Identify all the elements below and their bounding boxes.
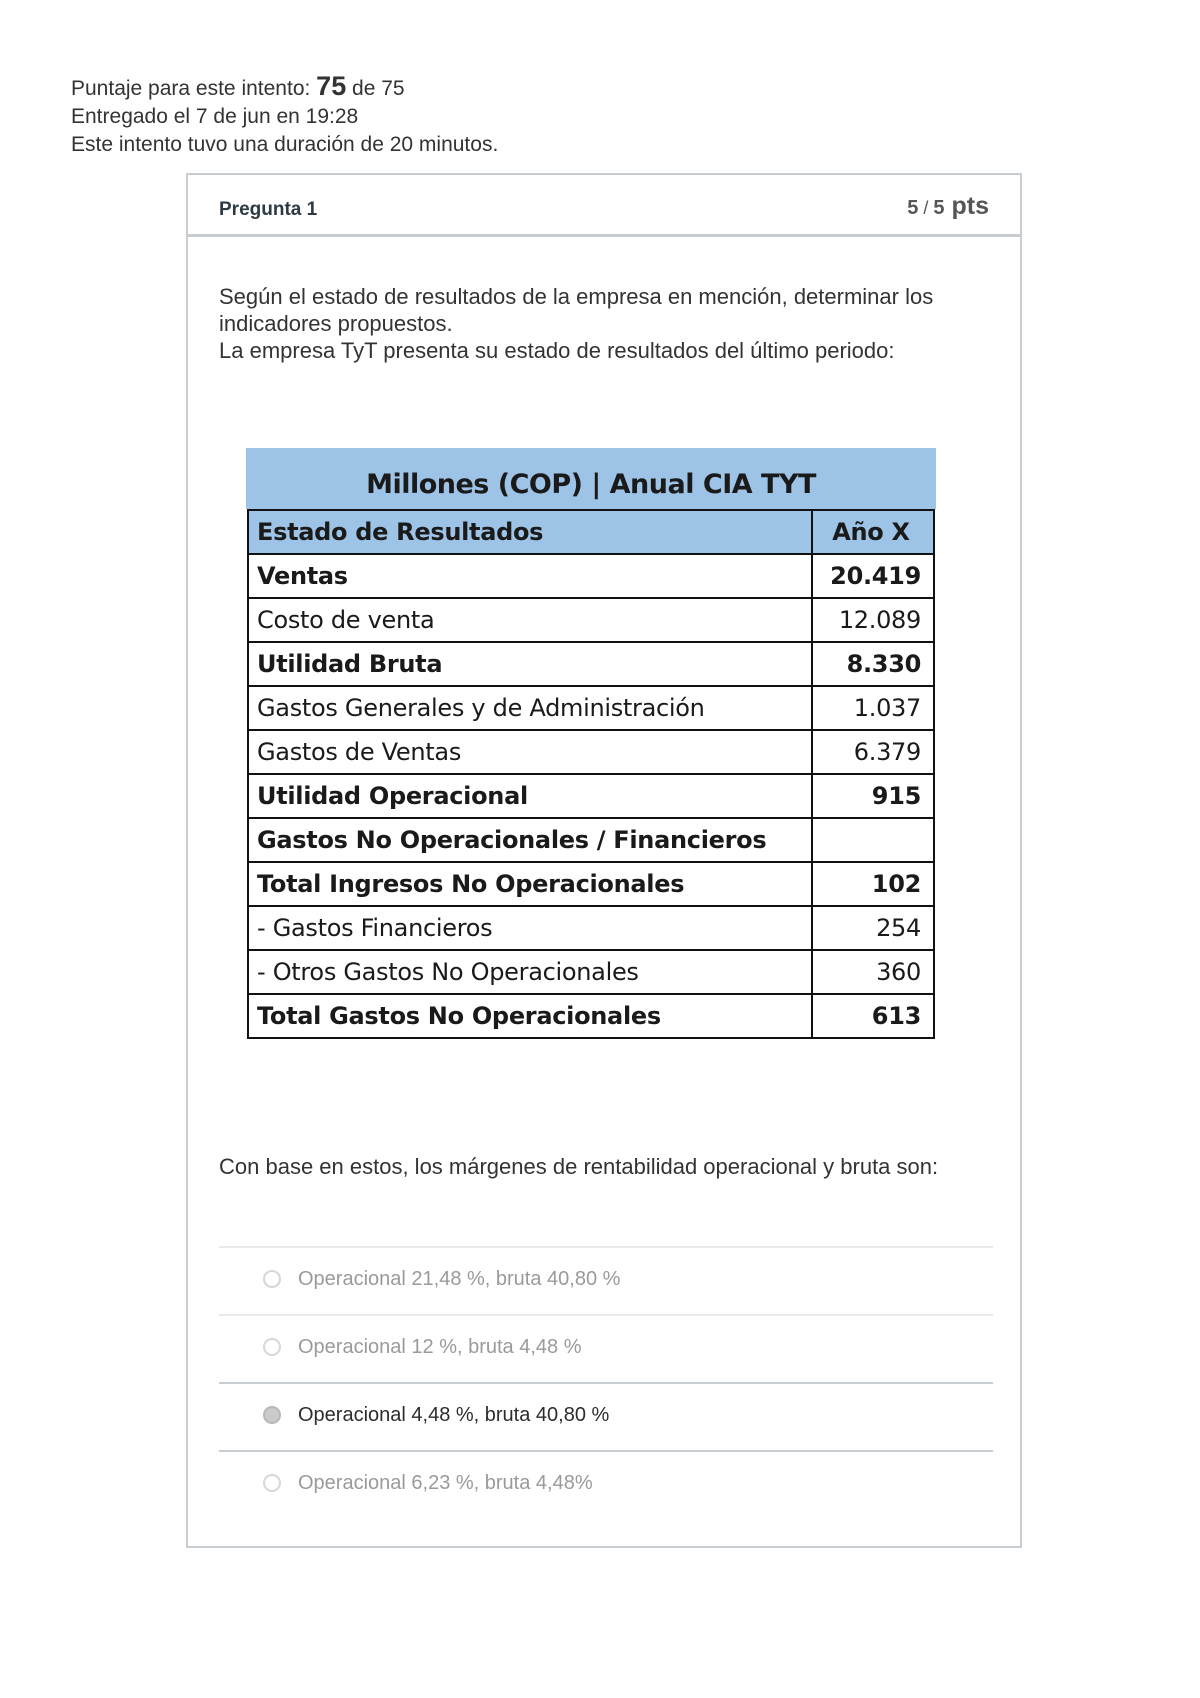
row-label: Utilidad Operacional [248,774,812,818]
answer-label: Operacional 6,23 %, bruta 4,48% [298,1472,593,1494]
question-card [186,173,1022,1548]
row-label: - Gastos Financieros [248,906,812,950]
question-text [219,283,989,364]
answer-label: Operacional 12 %, bruta 4,48 % [298,1336,582,1358]
score-prefix: Puntaje para este intento: [71,77,317,100]
row-value: 20.419 [812,554,934,598]
row-value: 360 [812,950,934,994]
radio-button[interactable] [263,1474,281,1492]
duration-line: Este intento tuvo una duración de 20 minutos. [71,133,499,156]
answer-option-1[interactable] [219,1246,993,1314]
submitted-line: Entregado el 7 de jun en 19:28 [71,105,359,128]
row-value: 102 [812,862,934,906]
table-row [248,730,934,774]
answer-label: Operacional 21,48 %, bruta 40,80 % [298,1268,621,1290]
row-label: Gastos Generales y de Administración [248,686,812,730]
radio-button[interactable] [263,1338,281,1356]
income-statement-title: Millones (COP) | Anual CIA TYT [246,448,936,509]
radio-button[interactable] [263,1270,281,1288]
points-unit: pts [944,192,989,220]
table-header-row [248,510,934,554]
question-prompt: Con base en estos, los márgenes de rentabilidad operacional y bruta son: [219,1154,939,1179]
points-total: 5 [933,197,945,219]
row-value: 254 [812,906,934,950]
score-suffix: de 75 [346,77,405,100]
answer-list [219,1246,993,1518]
row-value [812,818,934,862]
points-earned: 5 [907,197,919,219]
answer-option-3[interactable] [219,1382,993,1450]
row-label: Costo de venta [248,598,812,642]
answer-option-4[interactable] [219,1450,993,1518]
row-label: Gastos No Operacionales / Financieros [248,818,812,862]
table-row [248,818,934,862]
attempt-summary [71,72,498,159]
row-label: Total Gastos No Operacionales [248,994,812,1038]
question-title: Pregunta 1 [219,199,318,220]
table-row [248,686,934,730]
table-row [248,950,934,994]
row-value: 915 [812,774,934,818]
table-row [248,554,934,598]
table-row [248,994,934,1038]
points-separator: / [918,198,934,218]
income-statement-table [247,509,935,1039]
score-value: 75 [316,71,347,101]
question-text-line-1: Según el estado de resultados de la empresa en mención, determinar los indicadores propuestos. [219,284,934,336]
row-label: Total Ingresos No Operacionales [248,862,812,906]
answer-option-2[interactable] [219,1314,993,1382]
row-value: 613 [812,994,934,1038]
row-value: 6.379 [812,730,934,774]
income-statement-image [246,448,936,1039]
row-label: Utilidad Bruta [248,642,812,686]
answer-label: Operacional 4,48 %, bruta 40,80 % [298,1404,610,1426]
row-label: Ventas [248,554,812,598]
table-row [248,598,934,642]
score-line [71,72,498,103]
row-label: Gastos de Ventas [248,730,812,774]
table-row [248,774,934,818]
table-header-value: Año X [812,510,934,554]
table-header-label: Estado de Resultados [248,510,812,554]
row-value: 12.089 [812,598,934,642]
table-row [248,906,934,950]
question-header [188,175,1020,237]
row-label: - Otros Gastos No Operacionales [248,950,812,994]
radio-button-selected[interactable] [263,1406,281,1424]
table-row [248,862,934,906]
question-points [907,192,989,221]
row-value: 8.330 [812,642,934,686]
question-text-line-2: La empresa TyT presenta su estado de resultados del último periodo: [219,338,895,363]
table-row [248,642,934,686]
row-value: 1.037 [812,686,934,730]
